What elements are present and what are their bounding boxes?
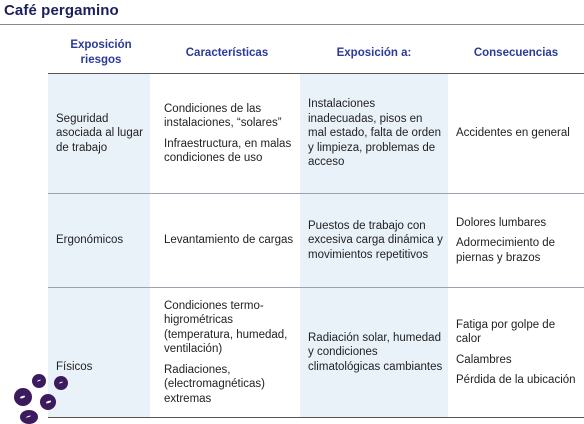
cell-exposed-to: Puestos de trabajo con excesiva carga dinámica y movimientos repetitivos	[308, 219, 443, 261]
cell-characteristics: Condiciones de las instalaciones, “solares” Infraestructura, en malas condiciones de uso	[164, 102, 292, 164]
title-divider	[0, 24, 584, 25]
bean-dot	[40, 394, 56, 410]
bean-dot	[32, 374, 46, 388]
page-title: Café pergamino	[4, 2, 119, 19]
header-exposure: Exposición riesgos	[70, 39, 132, 66]
bean-dot	[20, 410, 38, 424]
table-bottom-divider	[48, 417, 584, 418]
cell-exposed-to: Instalaciones inadecuadas, pisos en mal estado, falta de orden y limpieza, problemas de acceso	[308, 98, 441, 169]
cell-consequences: Dolores lumbares Adormecimiento de piernas y brazos	[456, 216, 556, 264]
header-exposed-to: Exposición a:	[336, 46, 412, 59]
cell-exposure: Físicos	[56, 361, 93, 374]
cell-exposure: Ergonómicos	[56, 234, 124, 247]
cell-consequences: Accidentes en general	[456, 127, 570, 140]
coffee-beans-icon	[0, 368, 80, 424]
header-consequences: Consecuencias	[473, 46, 559, 59]
cell-exposure: Seguridad asociada al lugar de trabajo	[56, 112, 143, 154]
cell-characteristics: Condiciones termo-higrométricas (temperatura, humedad, ventilación) Radiaciones, (electromagnéticas) extremas	[164, 299, 288, 405]
cell-characteristics: Levantamiento de cargas	[164, 234, 294, 247]
bean-dot	[14, 388, 32, 406]
cell-consequences: Fatiga por golpe de calor Calambres Pérdida de la ubicación	[456, 318, 576, 386]
header-characteristics: Características	[185, 46, 269, 59]
cell-exposed-to: Radiación solar, humedad y condiciones climatológicas cambiantes	[308, 331, 443, 373]
bean-dot	[54, 376, 68, 390]
